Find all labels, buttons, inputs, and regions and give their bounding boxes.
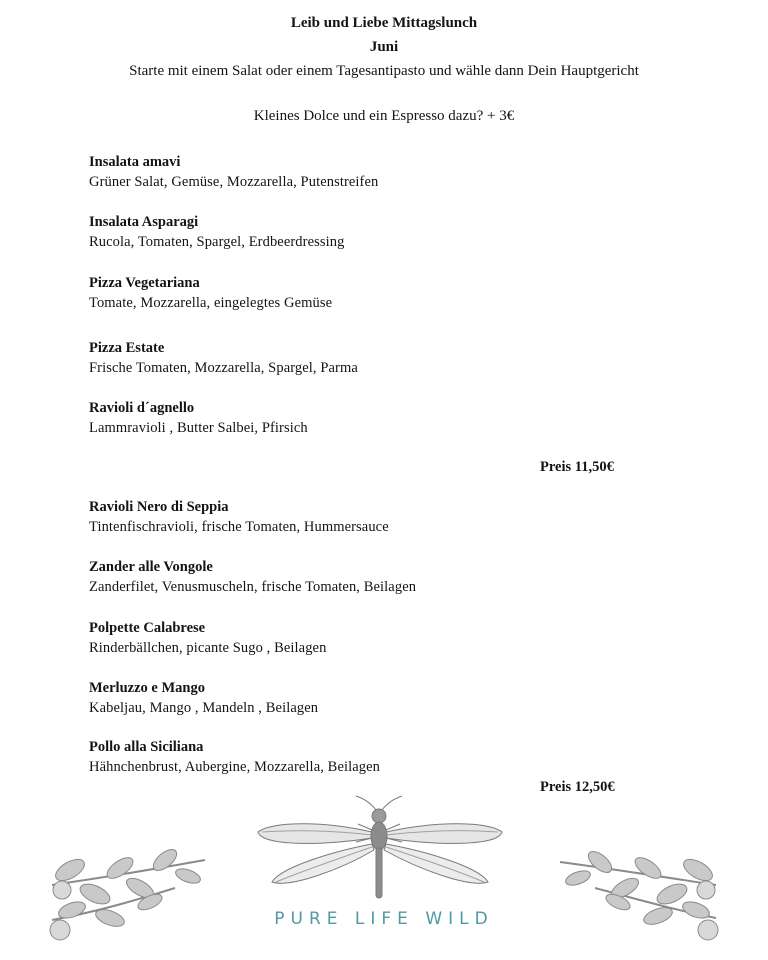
menu-item-name: Insalata amavi (89, 154, 181, 170)
menu-item (89, 497, 649, 537)
menu-item-name: Zander alle Vongole (89, 559, 213, 575)
menu-item-name: Polpette Calabrese (89, 620, 206, 636)
menu-item-name: Ravioli Nero di Seppia (89, 499, 229, 515)
menu-item-description: Tomate, Mozzarella, eingelegtes Gemüse (89, 295, 333, 311)
menu-intro: Starte mit einem Salat oder einem Tagesantipasto und wähle dann Dein Hauptgericht (129, 63, 639, 79)
brand-wordmark: PURE LIFE WILD (274, 909, 494, 929)
menu-item (89, 152, 649, 192)
menu-item-description: Rucola, Tomaten, Spargel, Erdbeerdressing (89, 234, 345, 250)
menu-item (89, 618, 649, 658)
menu-item-name: Ravioli d´agnello (89, 400, 195, 416)
menu-item-description: Hähnchenbrust, Aubergine, Mozzarella, Beilagen (89, 759, 381, 775)
menu-item-description: Rinderbällchen, picante Sugo , Beilagen (89, 640, 327, 656)
menu-item (89, 212, 649, 252)
menu-item-description: Kabeljau, Mango , Mandeln , Beilagen (89, 700, 319, 716)
menu-item-name: Pollo alla Siciliana (89, 739, 204, 755)
footer-artwork (0, 790, 768, 960)
menu-item-name: Pizza Vegetariana (89, 275, 200, 291)
menu-item-name: Merluzzo e Mango (89, 680, 205, 696)
menu-item (89, 273, 649, 313)
menu-item-description: Zanderfilet, Venusmuscheln, frische Tomaten, Beilagen (89, 579, 417, 595)
menu-item (89, 737, 649, 777)
menu-month: Juni (369, 39, 399, 55)
menu-item (89, 557, 649, 597)
menu-item-name: Pizza Estate (89, 340, 165, 356)
section2-price: Preis 12,50€ (540, 779, 615, 795)
menu-item-name: Insalata Asparagi (89, 214, 199, 230)
menu-title: Leib und Liebe Mittagslunch (290, 15, 478, 31)
menu-item (89, 398, 649, 438)
menu-item-description: Grüner Salat, Gemüse, Mozzarella, Putenstreifen (89, 174, 379, 190)
menu-extra-offer: Kleines Dolce und ein Espresso dazu? + 3€ (253, 108, 515, 124)
menu-item-description: Frische Tomaten, Mozzarella, Spargel, Parma (89, 360, 358, 376)
section1-price: Preis 11,50€ (540, 459, 614, 475)
menu-item (89, 338, 649, 378)
dragonfly-icon (258, 796, 502, 898)
menu-item (89, 678, 649, 718)
menu-item-description: Lammravioli , Butter Salbei, Pfirsich (89, 420, 308, 436)
menu-item-description: Tintenfischravioli, frische Tomaten, Hummersauce (89, 519, 389, 535)
